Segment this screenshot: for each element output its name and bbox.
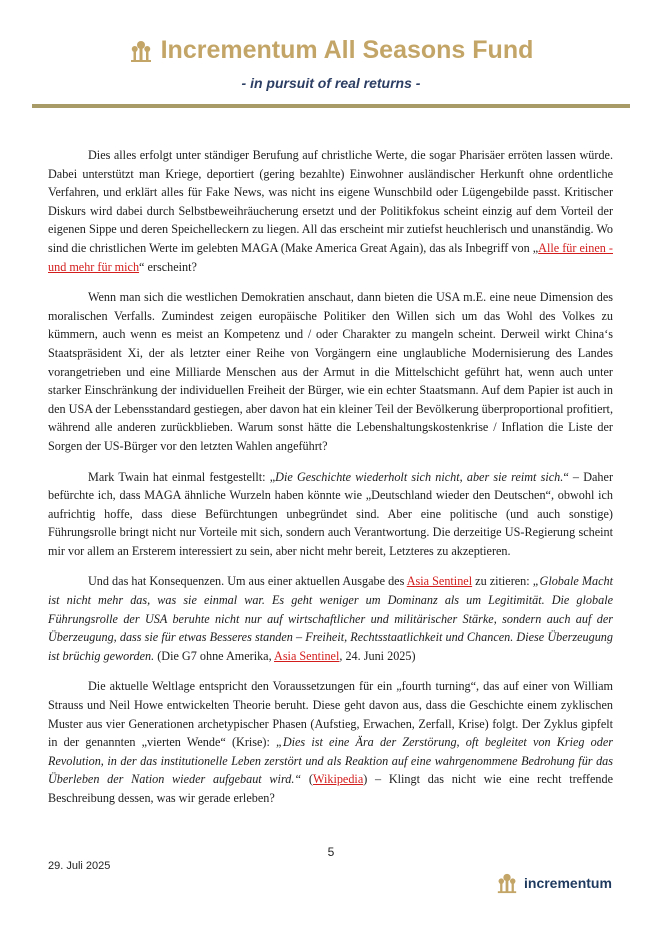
paragraph-1 — [48, 146, 613, 276]
paragraph-4-intro: Und das hat Konsequenzen. Um aus einer aktuellen Ausgabe des — [88, 574, 407, 589]
paren-open: ( — [301, 772, 313, 787]
paragraph-3 — [48, 468, 613, 561]
paragraph-5-end: ) – Klingt das nicht wie eine recht treffende Beschreibung dessen, was wir gerade erleben? — [48, 772, 613, 805]
paragraph-5 — [48, 677, 613, 807]
wikipedia-link[interactable]: Wikipedia — [312, 772, 364, 787]
citation-date: , 24. Juni 2025) — [339, 648, 416, 663]
fund-subtitle: - in pursuit of real returns - — [241, 75, 421, 91]
maga-slogan-link[interactable]: Alle für einen - und mehr für mich — [48, 240, 613, 274]
page-number: 5 — [327, 845, 335, 859]
tree-icon — [129, 39, 153, 63]
paragraph-4 — [48, 572, 613, 665]
footer-logo-text: incrementum — [524, 875, 612, 891]
fourth-turning-quote: „Dies ist eine Ära der Zerstörung, oft begleitet von Krieg oder Revolution, in der das institutionelle Leben zerstört und als Reaktion auf eine wahrgenommene Bedrohung für das Überleben der Nation wieder aufgebaut wird.“ — [48, 735, 613, 787]
document-date: 29. Juli 2025 — [48, 860, 111, 872]
paragraph-5-intro: Die aktuelle Weltlage entspricht den Voraussetzungen für ein „fourth turning“, das auf einer von William Strauss und Neil Howe entwickelten Theorie beruht. Diese geht davon aus, dass die Geschichte einem zyklischen Muster aus vier Generationen archetypischer Phasen (Aufstieg, Erwachen, Zerfall, Krise) folgt. Der Zyklus gipfelt in der genannten „vierten Wende“ (Krise): — [48, 679, 613, 750]
twain-quote: Die Geschichte wiederholt sich nicht, aber sie reimt sich. — [275, 469, 564, 484]
article-body — [48, 146, 613, 820]
tree-icon — [496, 872, 518, 894]
header-divider — [32, 104, 630, 108]
fund-title: Incrementum All Seasons Fund — [160, 36, 534, 64]
asia-sentinel-quote: „Globale Macht ist nicht mehr das, was sie einmal war. Es geht weniger um Dominanz als um Legitimität. Die globale Führungsrolle der USA beruhte nicht nur auf wirtschaftlicher und militärischer Stärke, sondern auch auf der Überzeugung, dass sie für etwas Besseres standen – Freiheit, Rechtsstaatlichkeit und Chancen. Diese Überzeugung ist brüchig geworden. — [48, 574, 613, 663]
paragraph-3-text: “ – Daher befürchte ich, dass MAGA ähnliche Wurzeln haben könnte wie „Deutschland wieder den Deutschen“, obwohl ich aufrichtig hoffe, dass diese Befürchtungen unbegründet sind. Aber eine politische (und auch sonstige) Führungsrolle bringt nicht nur Vorteile mit sich, sondern auch Verantwortung. Die derzeitige US-Regierung scheint mir vor allem an Ersterem interessiert zu sein, aber nicht mehr bereit, Letzteres zu akzeptieren. — [48, 469, 613, 558]
footer-logo — [496, 872, 612, 894]
paragraph-2: Wenn man sich die westlichen Demokratien anschaut, dann bieten die USA m.E. eine neue Dimension des moralischen Verfalls. Zumindest zeigen europäische Politiker den Willen sich um das Wohl des Volkes zu kümmern, auch wenn es meist an Kompetenz und / oder Charakter zu mangeln scheint. Derweil wirkt China‘s Staatspräsident Xi, der als letzter einer Reihe von Vorgängern eine unglaubliche Modernisierung des Landes vorangetrieben und eine Milliarde Menschen aus der Armut in die Mittelschicht geführt hat, wenn auch unter starker Einschränkung der individuellen Freiheit der Bürger, wie ein echter Staatsmann. Auf dem Papier ist auch in den USA der Lebensstandard gestiegen, aber davon hat ein kleiner Teil der Bevölkerung überproportional profitiert, während alle anderen zurückblieben. Warum sonst hätte die Lebenshaltungskostenkrise / Inflation die Liste der Sorgen der US-Bürger vor den letzten Wahlen angeführt? — [48, 290, 613, 453]
paragraph-3-intro: Mark Twain hat einmal festgestellt: „ — [88, 469, 276, 484]
citation-text: (Die G7 ohne Amerika, — [154, 648, 275, 663]
paragraph-4-middle: zu zitieren: — [472, 574, 533, 589]
asia-sentinel-link[interactable]: Asia Sentinel — [406, 574, 473, 589]
document-header — [0, 36, 662, 91]
paragraph-1-text: Dies alles erfolgt unter ständiger Berufung auf christliche Werte, die sogar Pharisäer erröten lassen würde. Dabei unterstützt man Kriege, deportiert (gering bezahlte) Einwohner ausländischer Herkunft ohne ordentliche Verfahren, und erklärt alles für Fake News, was nicht ins eigene Wunschbild oder Lügengebilde passt. Kritischer Diskurs wird dabei durch Selbstbeweihräucherung ersetzt und der Politikfokus scheint einzig auf dem Vorteil der eigenen Sippe und deren Speichelleckern zu liegen. All das erscheint mir zutiefst heuchlerisch und unanständig. Wo sind die christlichen Werte im gelebten MAGA (Make America Great Again), das als Inbegriff von „ — [48, 148, 614, 255]
header-title-row — [0, 36, 662, 65]
paragraph-1-end: “ erscheint? — [139, 259, 197, 274]
asia-sentinel-citation-link[interactable]: Asia Sentinel — [274, 648, 340, 663]
